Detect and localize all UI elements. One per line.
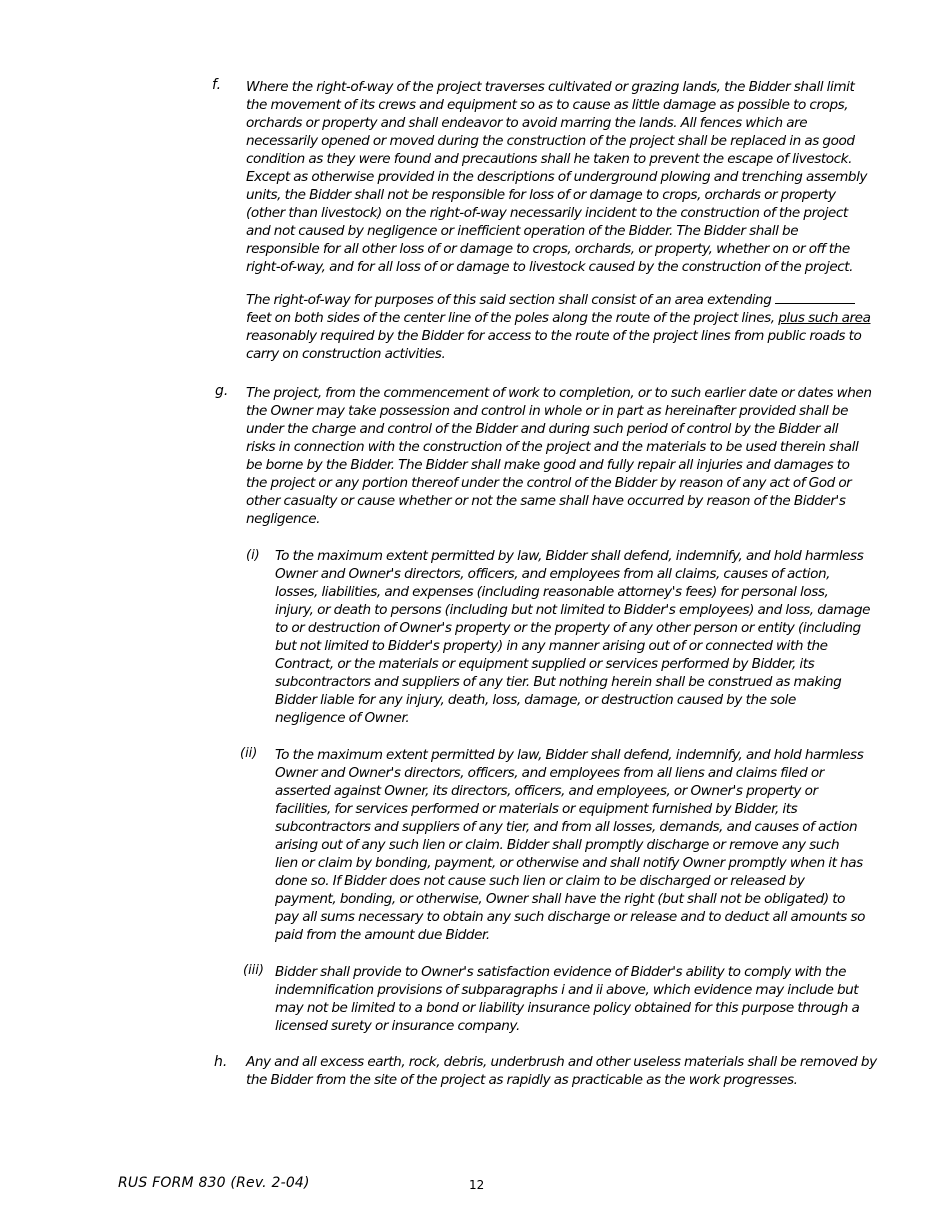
paragraph-line: to or destruction of Owner's property or the property of any other person or entity (including	[275, 620, 861, 636]
item-g-i-paragraph	[275, 547, 870, 727]
item-g-ii-label: (ii)	[240, 746, 258, 761]
paragraph-line: the Owner may take possession and control in whole or in part as hereinafter provided shall be	[246, 403, 849, 419]
paragraph-line: losses, liabilities, and expenses (including reasonable attorney's fees) for personal loss,	[275, 584, 829, 600]
paragraph-line: arising out of any such lien or claim. Bidder shall promptly discharge or remove any such	[275, 837, 840, 853]
paragraph-line: responsible for all other loss of or damage to crops, orchards, or property, whether on or off the	[246, 241, 850, 257]
paragraph-line: pay all sums necessary to obtain any such discharge or release and to deduct all amounts so	[275, 909, 866, 925]
item-f-label: f.	[212, 77, 222, 93]
paragraph-line: Owner and Owner's directors, officers, and employees from all claims, causes of action,	[275, 566, 831, 582]
paragraph-line: Where the right-of-way of the project traverses cultivated or grazing lands, the Bidder shall limit	[246, 79, 855, 95]
paragraph-line: To the maximum extent permitted by law, Bidder shall defend, indemnify, and hold harmless	[275, 548, 864, 564]
paragraph-line: Bidder liable for any injury, death, loss, damage, or destruction caused by the sole	[275, 692, 796, 708]
paragraph-line: The project, from the commencement of work to completion, or to such earlier date or dates when	[246, 385, 872, 401]
item-h-label: h.	[214, 1054, 228, 1070]
plus-such-area-text: plus such area	[778, 310, 871, 326]
paragraph-line: To the maximum extent permitted by law, Bidder shall defend, indemnify, and hold harmless	[275, 747, 864, 763]
paragraph-line: paid from the amount due Bidder.	[275, 927, 490, 943]
paragraph-line: other casualty or cause whether or not the same shall have occurred by reason of the Bidder's	[246, 493, 846, 509]
paragraph-line: payment, bonding, or otherwise, Owner shall have the right (but shall not be obligated) to	[275, 891, 845, 907]
paragraph-line: but not limited to Bidder's property) in any manner arising out of or connected with the	[275, 638, 828, 654]
form-number: RUS FORM 830 (Rev. 2-04)	[118, 1175, 310, 1191]
paragraph-line: negligence.	[246, 511, 320, 527]
item-f-paragraph	[246, 78, 867, 276]
paragraph-line: Except as otherwise provided in the descriptions of underground plowing and trenching assembly	[246, 169, 867, 185]
paragraph-line: orchards or property and shall endeavor to avoid marring the lands. All fences which are	[246, 115, 808, 131]
paragraph-line: Owner and Owner's directors, officers, and employees from all liens and claims filed or	[275, 765, 824, 781]
paragraph-line: (other than livestock) on the right-of-way necessarily incident to the construction of the project	[246, 205, 848, 221]
paragraph-line: and not caused by negligence or inefficient operation of the Bidder. The Bidder shall be	[246, 223, 799, 239]
item-g-label: g.	[215, 383, 229, 399]
paragraph-line: lien or claim by bonding, payment, or otherwise and shall notify Owner promptly when it has	[275, 855, 863, 871]
item-g-iii-paragraph	[275, 963, 859, 1035]
paragraph-line: Contract, or the materials or equipment supplied or services performed by Bidder, its	[275, 656, 815, 672]
row-extent-text: The right-of-way for purposes of this said section shall consist of an area extending	[246, 292, 772, 308]
paragraph-line: right-of-way, and for all loss of or damage to livestock caused by the construction of the project.	[246, 259, 854, 275]
item-g-iii-label: (iii)	[243, 963, 264, 978]
paragraph-line: facilities, for services performed or materials or equipment furnished by Bidder, its	[275, 801, 798, 817]
paragraph-line: carry on construction activities.	[246, 346, 446, 362]
paragraph-line: licensed surety or insurance company.	[275, 1018, 520, 1034]
paragraph-line: injury, or death to persons (including but not limited to Bidder's employees) and loss, damage	[275, 602, 871, 618]
paragraph-line: Bidder shall provide to Owner's satisfaction evidence of Bidder's ability to comply with the	[275, 964, 847, 980]
paragraph-line: necessarily opened or moved during the construction of the project shall be replaced in as good	[246, 133, 855, 149]
paragraph-line: subcontractors and suppliers of any tier. But nothing herein shall be construed as making	[275, 674, 842, 690]
paragraph-line: may not be limited to a bond or liability insurance policy obtained for this purpose through a	[275, 1000, 860, 1016]
row-extent-rest	[246, 327, 870, 363]
paragraph-line: indemnification provisions of subparagraphs i and ii above, which evidence may include but	[275, 982, 859, 998]
item-g-ii-paragraph	[275, 746, 865, 944]
paragraph-line: under the charge and control of the Bidder and during such period of control by the Bidder all	[246, 421, 839, 437]
item-g-i-label: (i)	[246, 548, 260, 563]
paragraph-line: done so. If Bidder does not cause such lien or claim to be discharged or released by	[275, 873, 805, 889]
page-number: 12	[469, 1178, 485, 1192]
paragraph-line: Any and all excess earth, rock, debris, underbrush and other useless materials shall be removed by	[246, 1054, 877, 1070]
item-h-paragraph	[246, 1053, 877, 1089]
paragraph-line: the Bidder from the site of the project as rapidly as practicable as the work progresses.	[246, 1072, 798, 1088]
paragraph-line: risks in connection with the construction of the project and the materials to be used therein shall	[246, 439, 859, 455]
paragraph-line: be borne by the Bidder. The Bidder shall make good and fully repair all injuries and damages to	[246, 457, 850, 473]
row-width-blank	[775, 291, 855, 304]
item-g-paragraph	[246, 384, 872, 528]
paragraph-line: subcontractors and suppliers of any tier, and from all losses, demands, and causes of action	[275, 819, 858, 835]
row-extent-text-2: feet on both sides of the center line of the poles along the route of the project lines,	[246, 310, 779, 326]
paragraph-line: units, the Bidder shall not be responsible for loss of or damage to crops, orchards or property	[246, 187, 836, 203]
paragraph-line: negligence of Owner.	[275, 710, 410, 726]
paragraph-line: asserted against Owner, its directors, officers, and employees, or Owner's property or	[275, 783, 818, 799]
item-f-row-paragraph	[246, 291, 870, 363]
paragraph-line: the movement of its crews and equipment so as to cause as little damage as possible to crops,	[246, 97, 849, 113]
paragraph-line: reasonably required by the Bidder for access to the route of the project lines from public roads to	[246, 328, 862, 344]
paragraph-line: the project or any portion thereof under the control of the Bidder by reason of any act of God or	[246, 475, 852, 491]
paragraph-line: condition as they were found and precautions shall he taken to prevent the escape of livestock.	[246, 151, 852, 167]
